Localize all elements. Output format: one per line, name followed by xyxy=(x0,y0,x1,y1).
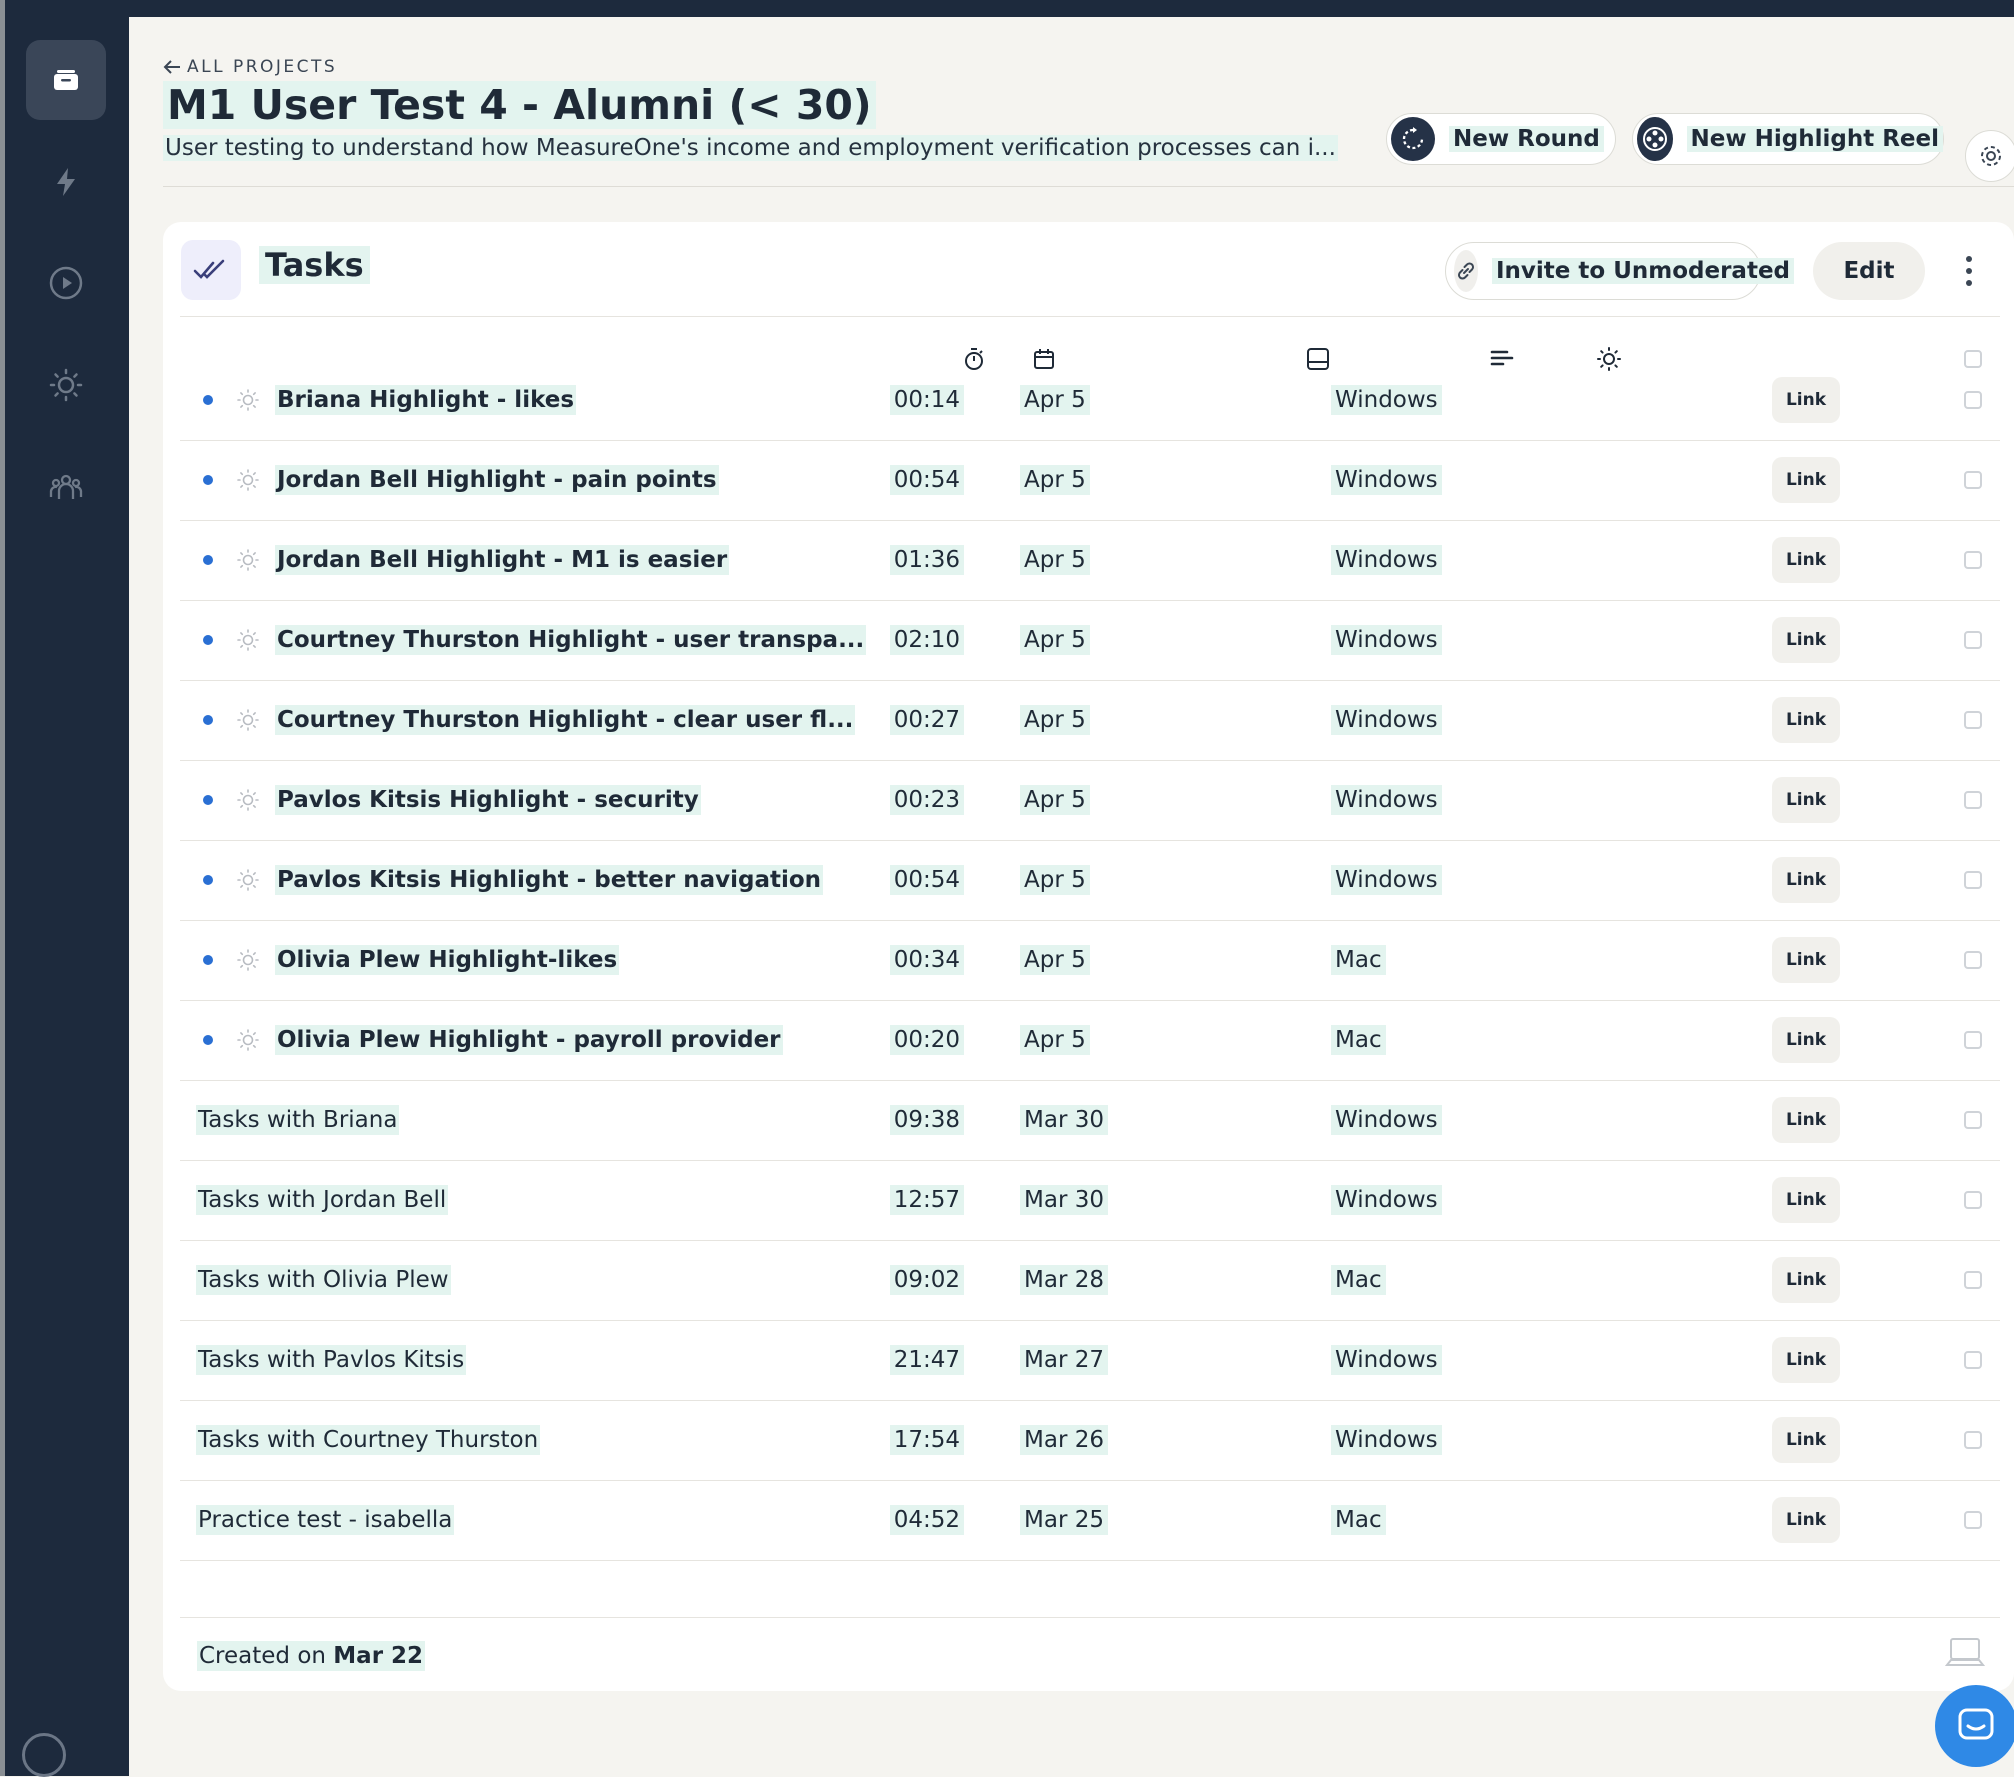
task-os: Windows xyxy=(1331,385,1442,415)
play-icon xyxy=(48,265,84,301)
footer-divider xyxy=(180,1617,2000,1618)
lightning-icon xyxy=(48,164,84,200)
task-os: Mac xyxy=(1331,1505,1386,1535)
back-link[interactable] xyxy=(163,57,337,77)
task-date: Apr 5 xyxy=(1020,625,1090,655)
table-row[interactable] xyxy=(180,1080,2000,1161)
task-duration: 00:27 xyxy=(890,705,964,735)
task-date: Apr 5 xyxy=(1020,545,1090,575)
task-name[interactable]: Practice test - isabella xyxy=(198,1507,453,1533)
link-button[interactable]: Link xyxy=(1772,1337,1840,1383)
link-button[interactable]: Link xyxy=(1772,937,1840,983)
task-name[interactable]: Tasks with Olivia Plew xyxy=(198,1267,449,1293)
archive-icon xyxy=(48,62,84,98)
task-os: Mac xyxy=(1331,945,1386,975)
task-os: Windows xyxy=(1331,865,1442,895)
task-name[interactable]: Pavlos Kitsis Highlight - security xyxy=(277,787,699,813)
gear-icon xyxy=(1977,142,2005,170)
unread-dot xyxy=(203,1035,213,1045)
sun-icon xyxy=(236,788,260,812)
task-os: Windows xyxy=(1331,1185,1442,1215)
sun-icon xyxy=(236,1028,260,1052)
task-duration: 21:47 xyxy=(890,1345,964,1375)
sun-icon xyxy=(236,468,260,492)
task-os: Windows xyxy=(1331,1105,1442,1135)
task-date: Mar 25 xyxy=(1020,1505,1108,1535)
task-date: Apr 5 xyxy=(1020,385,1090,415)
task-duration: 09:02 xyxy=(890,1265,964,1295)
table-row[interactable] xyxy=(180,1160,2000,1241)
sidebar-item-insights[interactable] xyxy=(26,345,106,425)
main-content xyxy=(129,17,2014,1776)
task-name[interactable]: Pavlos Kitsis Highlight - better navigation xyxy=(277,867,822,893)
task-duration: 02:10 xyxy=(890,625,964,655)
row-checkbox[interactable] xyxy=(1964,391,1982,409)
back-link-label: ALL PROJECTS xyxy=(187,57,338,77)
task-date: Apr 5 xyxy=(1020,785,1090,815)
more-options-icon[interactable] xyxy=(1963,256,1975,286)
table-row[interactable] xyxy=(180,760,2000,841)
top-bar xyxy=(0,0,2014,17)
link-button[interactable]: Link xyxy=(1772,537,1840,583)
link-button[interactable]: Link xyxy=(1772,1417,1840,1463)
sun-icon xyxy=(236,868,260,892)
link-icon xyxy=(1454,250,1478,292)
user-avatar[interactable] xyxy=(22,1733,66,1777)
task-name[interactable]: Courtney Thurston Highlight - user transpa... xyxy=(277,627,865,653)
row-checkbox[interactable] xyxy=(1964,791,1982,809)
link-button[interactable]: Link xyxy=(1772,377,1840,423)
task-os: Windows xyxy=(1331,465,1442,495)
invite-unmoderated-label: Invite to Unmoderated xyxy=(1492,258,1794,284)
unread-dot xyxy=(203,875,213,885)
double-check-icon xyxy=(181,240,241,300)
task-os: Windows xyxy=(1331,545,1442,575)
table-row[interactable] xyxy=(180,1320,2000,1401)
laptop-icon[interactable] xyxy=(1945,1635,1985,1671)
header-divider xyxy=(163,186,2014,187)
task-duration: 00:54 xyxy=(890,465,964,495)
unread-dot xyxy=(203,795,213,805)
arrow-left-icon xyxy=(163,59,181,75)
task-name[interactable]: Olivia Plew Highlight-likes xyxy=(277,947,618,973)
unread-dot xyxy=(203,955,213,965)
task-os: Windows xyxy=(1331,625,1442,655)
row-checkbox[interactable] xyxy=(1964,1111,1982,1129)
link-button[interactable]: Link xyxy=(1772,1097,1840,1143)
task-date: Apr 5 xyxy=(1020,1025,1090,1055)
people-icon xyxy=(48,469,84,505)
link-button[interactable]: Link xyxy=(1772,777,1840,823)
row-checkbox[interactable] xyxy=(1964,551,1982,569)
task-name[interactable]: Olivia Plew Highlight - payroll provider xyxy=(277,1027,781,1053)
table-row[interactable] xyxy=(180,920,2000,1001)
film-reel-icon xyxy=(1637,117,1673,161)
link-button[interactable]: Link xyxy=(1772,1017,1840,1063)
task-duration: 01:36 xyxy=(890,545,964,575)
created-prefix: Created on xyxy=(199,1643,326,1669)
task-duration: 00:23 xyxy=(890,785,964,815)
task-name[interactable]: Tasks with Pavlos Kitsis xyxy=(198,1347,465,1373)
task-date: Mar 26 xyxy=(1020,1425,1108,1455)
unread-dot xyxy=(203,715,213,725)
row-checkbox[interactable] xyxy=(1964,1191,1982,1209)
task-os: Mac xyxy=(1331,1025,1386,1055)
row-checkbox[interactable] xyxy=(1964,951,1982,969)
new-highlight-reel-label: New Highlight Reel xyxy=(1687,126,1943,152)
table-row[interactable] xyxy=(180,1000,2000,1081)
chat-icon xyxy=(1956,1706,1996,1746)
task-os: Mac xyxy=(1331,1265,1386,1295)
sun-icon xyxy=(236,548,260,572)
chat-widget-button[interactable] xyxy=(1935,1685,2014,1767)
table-row[interactable] xyxy=(180,1480,2000,1561)
new-round-label: New Round xyxy=(1449,126,1604,152)
task-os: Windows xyxy=(1331,705,1442,735)
link-button[interactable]: Link xyxy=(1772,457,1840,503)
row-checkbox[interactable] xyxy=(1964,1351,1982,1369)
table-row[interactable] xyxy=(180,600,2000,681)
created-date: Mar 22 xyxy=(333,1643,424,1669)
task-date: Apr 5 xyxy=(1020,465,1090,495)
task-name[interactable]: Tasks with Courtney Thurston xyxy=(198,1427,539,1453)
table-row[interactable] xyxy=(180,360,2000,441)
unread-dot xyxy=(203,635,213,645)
row-checkbox[interactable] xyxy=(1964,471,1982,489)
sun-icon xyxy=(48,367,84,403)
settings-button[interactable] xyxy=(1965,130,2014,182)
task-name[interactable]: Briana Highlight - likes xyxy=(277,387,575,413)
link-button[interactable]: Link xyxy=(1772,697,1840,743)
sidebar-item-projects[interactable] xyxy=(26,40,106,120)
task-os: Windows xyxy=(1331,785,1442,815)
task-date: Mar 30 xyxy=(1020,1105,1108,1135)
row-checkbox[interactable] xyxy=(1964,1431,1982,1449)
table-row[interactable] xyxy=(180,520,2000,601)
sun-icon xyxy=(236,948,260,972)
task-name[interactable]: Tasks with Briana xyxy=(198,1107,398,1133)
unread-dot xyxy=(203,395,213,405)
task-duration: 00:14 xyxy=(890,385,964,415)
row-checkbox[interactable] xyxy=(1964,1271,1982,1289)
sidebar-item-videos[interactable] xyxy=(26,243,106,323)
task-duration: 00:54 xyxy=(890,865,964,895)
row-checkbox[interactable] xyxy=(1964,711,1982,729)
refresh-icon xyxy=(1391,117,1435,161)
task-duration: 12:57 xyxy=(890,1185,964,1215)
task-name[interactable]: Jordan Bell Highlight - M1 is easier xyxy=(277,547,728,573)
task-name[interactable]: Jordan Bell Highlight - pain points xyxy=(277,467,717,493)
page-title: M1 User Test 4 - Alumni (< 30) xyxy=(163,81,876,129)
task-date: Apr 5 xyxy=(1020,705,1090,735)
task-duration: 00:20 xyxy=(890,1025,964,1055)
tasks-card xyxy=(163,222,2014,1691)
new-round-button[interactable] xyxy=(1386,113,1616,165)
tasks-title: Tasks xyxy=(259,246,370,284)
task-name[interactable]: Courtney Thurston Highlight - clear user fl... xyxy=(277,707,854,733)
sun-icon xyxy=(236,628,260,652)
row-checkbox[interactable] xyxy=(1964,1031,1982,1049)
sidebar xyxy=(0,0,129,1776)
card-divider xyxy=(180,316,2000,317)
task-name[interactable]: Tasks with Jordan Bell xyxy=(198,1187,447,1213)
task-date: Apr 5 xyxy=(1020,945,1090,975)
page-subtitle: User testing to understand how MeasureOne's income and employment verification processes can i... xyxy=(165,135,1336,161)
link-button[interactable]: Link xyxy=(1772,1257,1840,1303)
new-highlight-reel-button[interactable] xyxy=(1632,113,1944,165)
table-row[interactable] xyxy=(180,440,2000,521)
sidebar-item-activity[interactable] xyxy=(26,142,106,222)
table-row[interactable] xyxy=(180,1400,2000,1481)
created-on-text xyxy=(197,1641,425,1671)
row-checkbox[interactable] xyxy=(1964,1511,1982,1529)
unread-dot xyxy=(203,475,213,485)
task-duration: 17:54 xyxy=(890,1425,964,1455)
link-button[interactable]: Link xyxy=(1772,1177,1840,1223)
task-date: Mar 27 xyxy=(1020,1345,1108,1375)
row-checkbox[interactable] xyxy=(1964,871,1982,889)
table-row[interactable] xyxy=(180,840,2000,921)
task-date: Mar 28 xyxy=(1020,1265,1108,1295)
table-row[interactable] xyxy=(180,1240,2000,1321)
task-os: Windows xyxy=(1331,1345,1442,1375)
task-date: Mar 30 xyxy=(1020,1185,1108,1215)
task-duration: 09:38 xyxy=(890,1105,964,1135)
link-button[interactable]: Link xyxy=(1772,1497,1840,1543)
sidebar-edge xyxy=(0,0,5,1776)
link-button[interactable]: Link xyxy=(1772,617,1840,663)
table-row[interactable] xyxy=(180,680,2000,761)
task-date: Apr 5 xyxy=(1020,865,1090,895)
task-duration: 00:34 xyxy=(890,945,964,975)
row-checkbox[interactable] xyxy=(1964,631,1982,649)
task-os: Windows xyxy=(1331,1425,1442,1455)
link-button[interactable]: Link xyxy=(1772,857,1840,903)
unread-dot xyxy=(203,555,213,565)
sun-icon xyxy=(236,708,260,732)
task-duration: 04:52 xyxy=(890,1505,964,1535)
sidebar-item-participants[interactable] xyxy=(26,447,106,527)
edit-button[interactable]: Edit xyxy=(1813,242,1925,300)
invite-unmoderated-button[interactable] xyxy=(1445,242,1791,300)
sun-icon xyxy=(236,388,260,412)
